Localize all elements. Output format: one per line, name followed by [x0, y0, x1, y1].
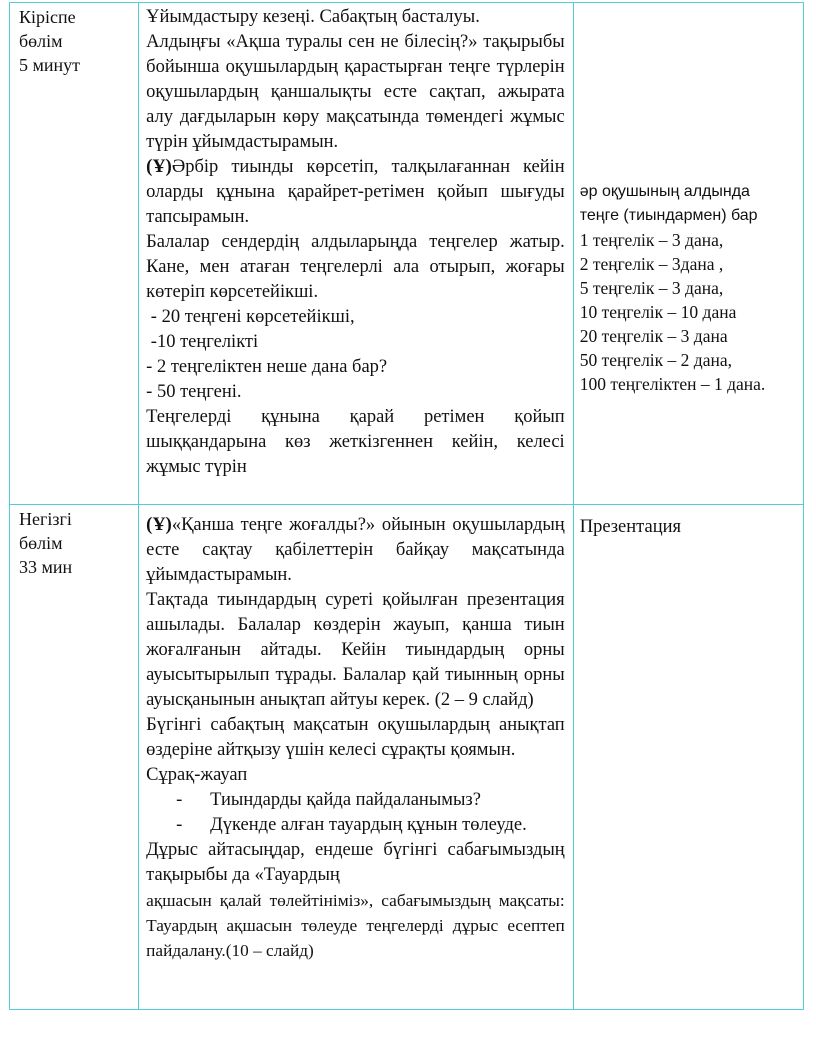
paragraph: Алдыңғы «Ақша туралы сен не білесің?» тақырыбы бойынша оқушылардың қарастырған теңге түрлерін оқушылардың қаншалықты есте сақтап, ажырата алу дағдыларын көру мақсатында төмендегі жұмыс түрін ұйымдастырамын. [146, 32, 565, 152]
paragraph-text: «Қанша теңге жоғалды?» ойынын оқушылардың есте сақтау қабілеттерін байқау мақсатында ұйымдастырамын. [146, 515, 565, 585]
paragraph [146, 513, 565, 588]
paragraph: Балалар сендердің алдыларыңда теңгелер жатыр. Кане, мен атаған теңгелерлі ала отырып, жоғары көтеріп көрсетейікші. [146, 232, 565, 302]
list-item: -10 теңгелікті [146, 332, 259, 352]
list-item: - 2 теңгеліктен неше дана бар? [146, 357, 388, 377]
stage-cell-intro [10, 3, 139, 505]
table-row-main [10, 505, 804, 1010]
resource-line: 10 теңгелік – 10 дана [579, 302, 737, 322]
stage-cell-main [10, 505, 139, 1010]
resource-line: Презентация [579, 517, 682, 537]
paragraph [146, 155, 565, 230]
resource-line: әр оқушының алдында [579, 183, 750, 200]
resources-cell-intro [573, 3, 803, 505]
bullet-list [146, 788, 565, 838]
list-item: - 20 теңгені көрсетейікші, [146, 307, 355, 327]
resource-line: 20 теңгелік – 3 дана [579, 326, 728, 346]
paragraph: Теңгелерді құнына қарай ретімен қойып шыққандарына көз жеткізгеннен кейін, келесі жұмыс түрін [146, 407, 565, 477]
paragraph-text: Әрбір тиынды көрсетіп, талқылағаннан кейін оларды құнына қарайрет-ретімен қойып шығуды тапсырамын. [146, 157, 565, 227]
list-item: - Дүкенде алған тауардың құнын төлеуде. [176, 815, 527, 835]
table-row-intro [10, 3, 804, 505]
resource-line: 50 теңгелік – 2 дана, [579, 350, 732, 370]
resource-line: 1 теңгелік – 3 дана, [579, 230, 724, 250]
list-item: - 50 теңгені. [146, 382, 242, 402]
paragraph: Дұрыс айтасыңдар, ендеше бүгінгі сабағымыздың тақырыбы да «Тауардың [146, 840, 565, 885]
list-item: - Тиындарды қайда пайдаланымыз? [176, 790, 481, 810]
paragraph: Сұрақ-жауап [146, 765, 248, 785]
stage-name: Кіріспе [19, 7, 76, 27]
paragraph: Бүгінгі сабақтың мақсатын оқушылардың анықтап өздеріне айтқызу үшін келесі сұрақты қоямын. [146, 715, 565, 760]
activity-marker: (Ұ) [146, 515, 172, 535]
stage-duration: 5 минут [19, 55, 81, 75]
resources-cell-main [573, 505, 803, 1010]
paragraph: Тақтада тиындардың суреті қойылған презентация ашылады. Балалар көздерін жауып, қанша тиын жоғалғанын айтады. Кейін тиындардың орны ауысытырылып тұрады. Балалар қай тиынның орны ауысқанынын анықтап айтуы керек. (2 – 9 слайд) [146, 590, 565, 710]
activity-marker: (Ұ) [146, 157, 172, 177]
stage-name: бөлім [19, 31, 63, 51]
resource-line: 2 теңгелік – 3дана , [579, 254, 724, 274]
resource-line: 100 теңгеліктен – 1 дана. [579, 374, 766, 394]
resource-line: 5 теңгелік – 3 дана, [579, 278, 724, 298]
stage-name: Негізгі [19, 509, 72, 529]
paragraph: ақшасын қалай төлейтініміз», сабағымыздың мақсаты: Тауардың ақшасын төлеуде теңгелерді дұрыс есептеп пайдалану.(10 – слайд) [146, 891, 565, 960]
resource-line: теңге (тиындармен) бар [579, 207, 758, 224]
stage-duration: 33 мин [19, 557, 73, 577]
content-cell-main [139, 505, 574, 1010]
lesson-plan-table [9, 2, 804, 1010]
stage-name: бөлім [19, 533, 63, 553]
content-cell-intro [139, 3, 574, 505]
paragraph: Ұйымдастыру кезеңі. Сабақтың басталуы. [146, 7, 480, 27]
